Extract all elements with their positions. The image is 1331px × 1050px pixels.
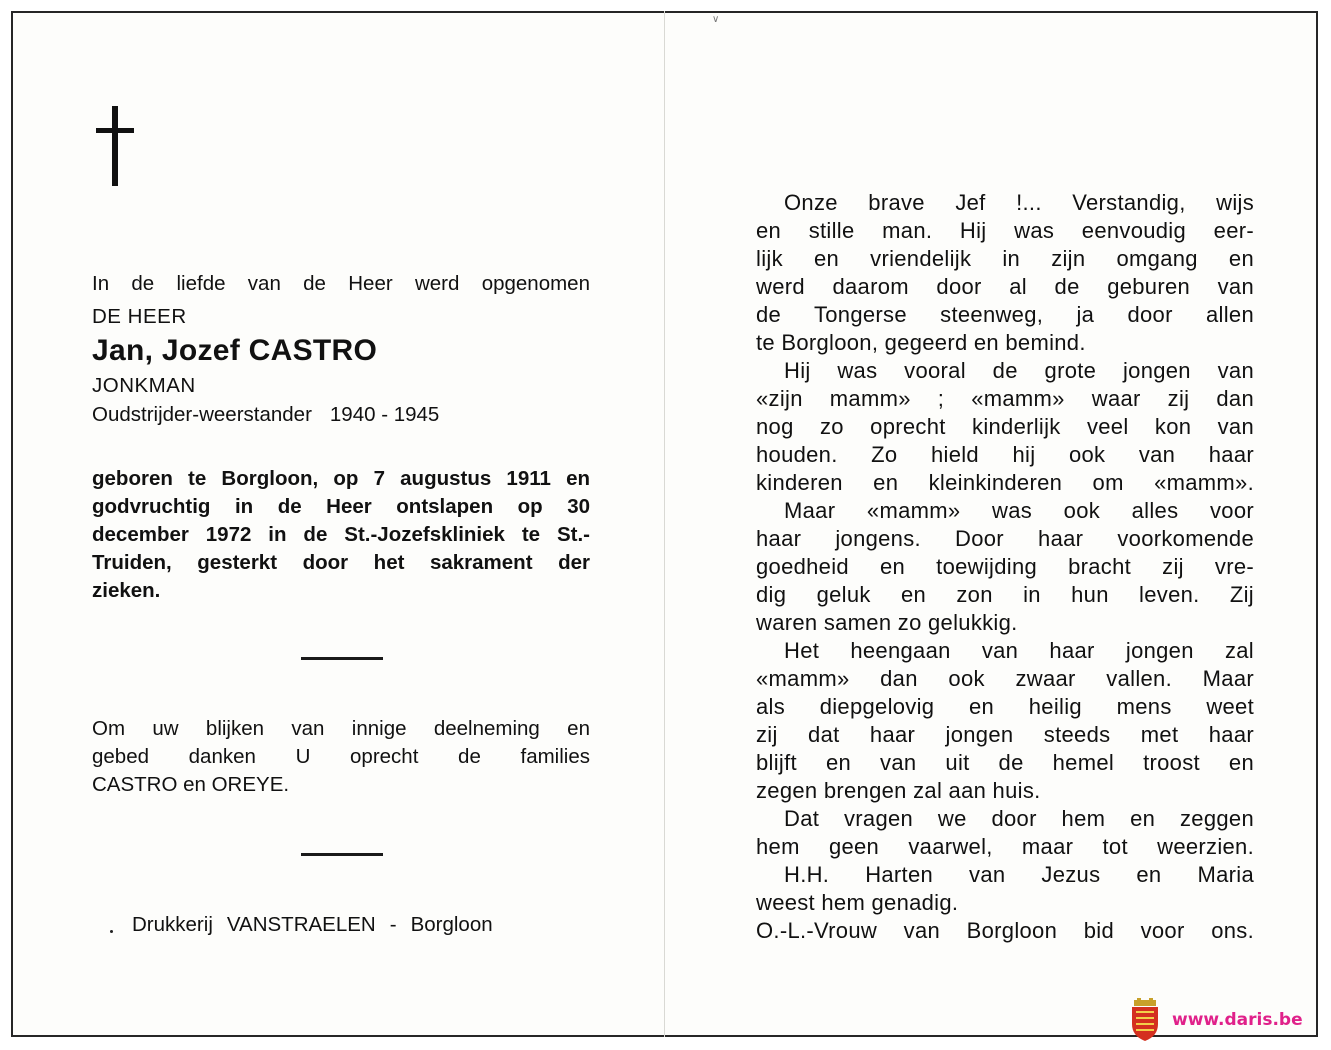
separator-2: [301, 853, 383, 856]
eulogy-line: Dat vragen we door hem en zeggen: [784, 806, 1254, 831]
eulogy-line: Het heengaan van haar jongen zal: [784, 638, 1254, 663]
corner-mark: ∨: [712, 14, 720, 25]
eulogy-line: Maar «mamm» was ook alles voor: [784, 498, 1254, 523]
cross-icon: [96, 106, 136, 186]
thanks-line: gebed danken U oprecht de families: [92, 745, 590, 768]
eulogy-line: hem geen vaarwel, maar tot weerzien.: [756, 834, 1254, 859]
eulogy-line: O.-L.-Vrouw van Borgloon bid voor ons.: [756, 918, 1254, 943]
eulogy-line: H.H. Harten van Jezus en Maria: [784, 862, 1254, 887]
birth-line: godvruchtig in de Heer ontslapen op 30: [92, 495, 590, 518]
eulogy-line: waren samen zo gelukkig.: [756, 610, 1018, 635]
eulogy-line: werd daarom door al de geburen van: [756, 274, 1254, 299]
eulogy-line: «mamm» dan ook zwaar vallen. Maar: [756, 666, 1254, 691]
eulogy-line: en stille man. Hij was eenvoudig eer-: [756, 218, 1254, 243]
birth-line: december 1972 in de St.-Jozefskliniek te St.-: [92, 523, 590, 546]
eulogy-line: als diepgelovig en heilig mens weet: [756, 694, 1254, 719]
dot-mark: [110, 930, 113, 933]
eulogy-line: kinderen en kleinkinderen om «mamm».: [756, 470, 1254, 495]
birth-death-paragraph: [92, 465, 590, 605]
eulogy-line: goedheid en toewijding bracht zij vre-: [756, 554, 1254, 579]
eulogy-line: nog zo oprecht kinderlijk veel kon van: [756, 414, 1254, 439]
printer-credit: [132, 911, 507, 939]
eulogy-line: de Tongerse steenweg, ja door allen: [756, 302, 1254, 327]
eulogy-line: zij dat haar jongen steeds met haar: [756, 722, 1254, 747]
thanks-paragraph: [92, 715, 590, 799]
eulogy-line: dig geluk en zon in hun leven. Zij: [756, 582, 1254, 607]
printer-name: VANSTRAELEN: [226, 913, 376, 936]
thanks-line: Om uw blijken van innige deelneming en: [92, 717, 590, 740]
deceased-name: Jan, Jozef CASTRO: [92, 334, 378, 367]
eulogy-line: weest hem genadig.: [756, 890, 959, 915]
eulogy-line: zegen brengen zal aan huis.: [756, 778, 1041, 803]
eulogy-line: Hij was vooral de grote jongen van: [784, 358, 1254, 383]
thanks-line: CASTRO en OREYE.: [92, 773, 290, 796]
eulogy-line: «zijn mamm» ; «mamm» waar zij dan: [756, 386, 1254, 411]
eulogy-text: [756, 189, 1254, 945]
eulogy-line: Onze brave Jef !... Verstandig, wijs: [784, 190, 1254, 215]
printer-town: Borgloon: [410, 913, 493, 936]
separator-1: [301, 657, 383, 660]
veteran-label: Oudstrijder-weerstander: [92, 403, 312, 426]
birth-line: geboren te Borgloon, op 7 augustus 1911 en: [92, 467, 590, 490]
fold-line: [664, 11, 665, 1037]
veteran-years: 1940 - 1945: [329, 403, 440, 426]
eulogy-line: lijk en vriendelijk in zijn omgang en: [756, 246, 1254, 271]
birth-line: Truiden, gesterkt door het sakrament der: [92, 551, 590, 574]
veteran-line: [92, 401, 590, 429]
honorific: DE HEER: [92, 305, 187, 328]
eulogy-line: blijft en van uit de hemel troost en: [756, 750, 1254, 775]
eulogy-line: haar jongens. Door haar voorkomende: [756, 526, 1254, 551]
eulogy-line: houden. Zo hield hij ook van haar: [756, 442, 1254, 467]
civil-status: JONKMAN: [92, 374, 196, 397]
eulogy-line: te Borgloon, gegeerd en bemind.: [756, 330, 1086, 355]
birth-line: zieken.: [92, 579, 161, 602]
printer-dash: -: [389, 913, 397, 936]
watermark-url: www.daris.be: [1172, 1010, 1303, 1030]
coat-of-arms-icon: [1128, 998, 1162, 1042]
printer-prefix: Drukkerij: [132, 913, 213, 936]
intro-text: In de liefde van de Heer werd opgenomen: [92, 272, 590, 295]
